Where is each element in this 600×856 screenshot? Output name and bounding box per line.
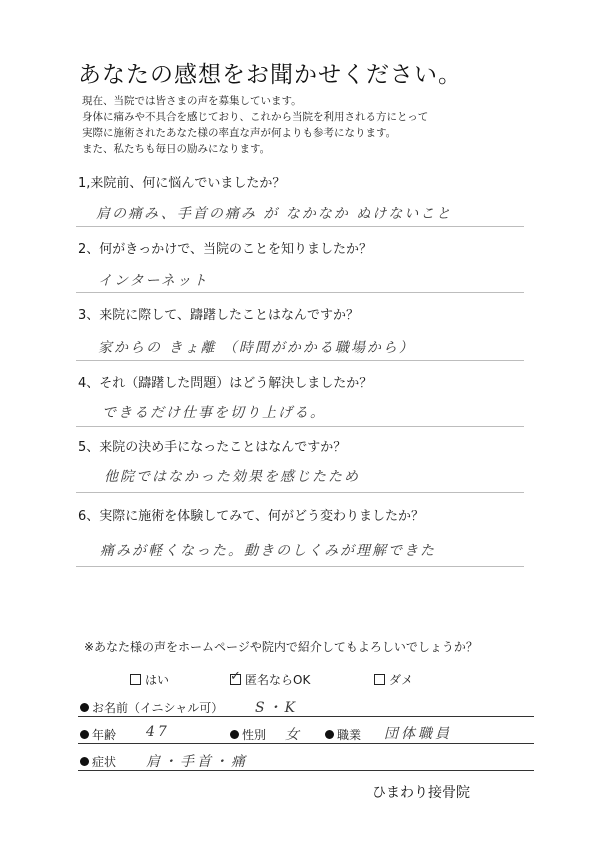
clinic-name: ひまわり接骨院 xyxy=(372,785,470,801)
name-field-label: お名前（イニシャル可） xyxy=(80,699,223,716)
consent-question: ※あなた様の声をホームページや院内で紹介してもよろしいでしょうか？ xyxy=(84,640,478,654)
answer-3: 家からの きょ離 （時間がかかる職場から） xyxy=(98,340,415,356)
job-field-label: 職業 xyxy=(325,726,361,743)
intro-line: また、私たちも毎日の励みになります。 xyxy=(82,143,271,155)
divider xyxy=(76,226,524,227)
option-no-label: ダメ xyxy=(389,673,414,687)
option-yes[interactable] xyxy=(130,671,169,688)
name-value[interactable]: S・K xyxy=(255,700,299,716)
field-underline xyxy=(78,716,534,717)
question-4: 4、それ（躊躇した問題）はどう解決しましたか？ xyxy=(78,376,373,391)
question-3: 3、来院に際して、躊躇したことはなんですか？ xyxy=(78,308,360,323)
checkbox-yes[interactable] xyxy=(130,674,141,685)
job-value[interactable]: 団体職員 xyxy=(384,726,452,742)
intro-line: 実際に施術されたあなた様の率直な声が何よりも参考になります。 xyxy=(82,127,397,139)
option-anonymous-label: 匿名ならOK xyxy=(245,673,311,687)
age-field-label: 年齢 xyxy=(80,726,116,743)
page-title: あなたの感想をお聞かせください。 xyxy=(78,62,462,88)
divider xyxy=(76,566,524,567)
option-no[interactable] xyxy=(374,671,413,688)
gender-value[interactable]: 女 xyxy=(285,727,302,743)
symptom-value[interactable]: 肩・手首・痛 xyxy=(146,754,248,770)
age-value[interactable]: 47 xyxy=(146,724,170,740)
field-underline xyxy=(78,770,534,771)
question-1: 1,来院前、何に悩んでいましたか？ xyxy=(78,176,286,191)
divider xyxy=(76,492,524,493)
bullet-icon xyxy=(230,730,239,739)
checkbox-anonymous[interactable] xyxy=(230,674,241,685)
question-6: 6、実際に施術を体験してみて、何がどう変わりましたか？ xyxy=(78,509,425,524)
option-yes-label: はい xyxy=(145,673,170,687)
intro-line: 現在、当院では皆さまの声を募集しています。 xyxy=(82,95,302,107)
checkbox-no[interactable] xyxy=(374,674,385,685)
intro-line: 身体に痛みや不具合を感じており、これから当院を利用される方にとって xyxy=(82,111,429,123)
question-5: 5、来院の決め手になったことはなんですか？ xyxy=(78,440,347,455)
answer-1: 肩の痛み、手首の痛み が なかなか ぬけないこと xyxy=(96,206,453,222)
answer-5: 他院ではなかった効果を感じたため xyxy=(104,469,360,485)
bullet-icon xyxy=(80,757,89,766)
divider xyxy=(76,360,524,361)
bullet-icon xyxy=(325,730,334,739)
answer-6: 痛みが軽くなった。動きのしくみが理解できた xyxy=(100,543,436,559)
symptom-field-label: 症状 xyxy=(80,753,116,770)
answer-2: インターネット xyxy=(98,273,209,289)
option-anonymous[interactable] xyxy=(230,671,310,688)
divider xyxy=(76,426,524,427)
gender-field-label: 性別 xyxy=(230,726,266,743)
bullet-icon xyxy=(80,703,89,712)
field-underline xyxy=(78,743,534,744)
bullet-icon xyxy=(80,730,89,739)
answer-4: できるだけ仕事を切り上げる。 xyxy=(102,405,326,421)
question-2: 2、何がきっかけで、当院のことを知りましたか？ xyxy=(78,242,373,257)
divider xyxy=(76,292,524,293)
